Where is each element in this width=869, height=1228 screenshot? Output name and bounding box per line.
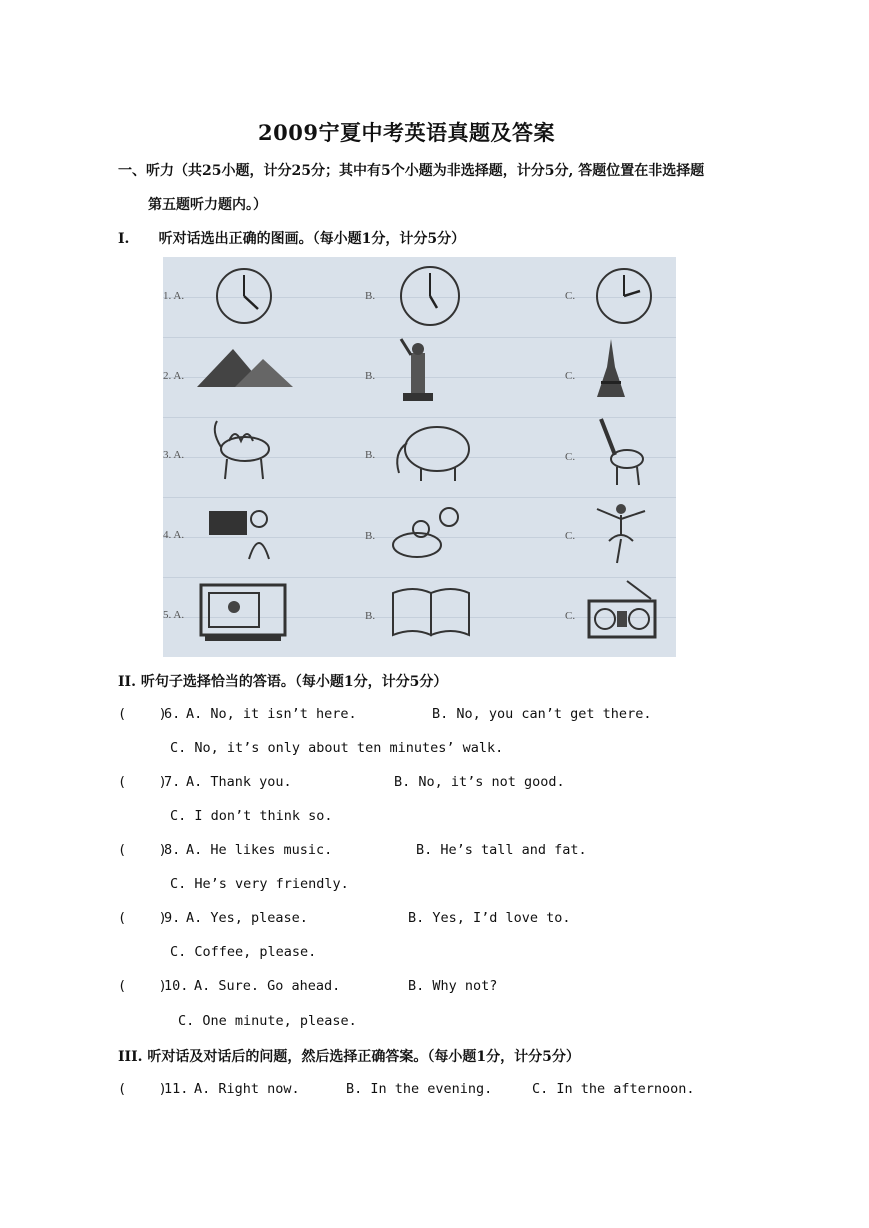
option-b: B. Yes, I’d love to. — [408, 910, 571, 926]
teacher-icon — [207, 501, 277, 561]
clock-icon — [213, 265, 275, 327]
row-5-label-a: 5. A. — [163, 609, 185, 621]
row-2-label-c: C. — [565, 370, 576, 382]
option-b: B. He’s tall and fat. — [416, 842, 587, 858]
option-a: A. No, it isn’t here. — [186, 706, 357, 722]
question-number: 10. — [164, 978, 189, 994]
option-c: C. I don’t think so. — [170, 808, 333, 824]
option-b: B. In the evening. — [346, 1081, 493, 1097]
row-4-label-b: B. — [365, 530, 376, 542]
option-a: A. Right now. — [194, 1081, 300, 1097]
part-3-heading: III. 听对话及对话后的问题，然后选择正确答案。（每小题1分，计分5分） — [118, 1049, 580, 1065]
row-2-label-b: B. — [365, 370, 376, 382]
row-1-label-a: 1. A. — [163, 290, 185, 302]
answer-blank[interactable]: ( ) — [118, 774, 167, 790]
row-1-label-b: B. — [365, 290, 376, 302]
row-2-label-a: 2. A. — [163, 370, 185, 382]
answer-blank[interactable]: ( ) — [118, 978, 167, 994]
question-number: 11. — [164, 1081, 189, 1097]
statue-of-liberty-icon — [385, 337, 455, 403]
answer-blank[interactable]: ( ) — [118, 706, 167, 722]
doctor-icon — [385, 503, 475, 563]
page-title: 2009宁夏中考英语真题及答案 — [258, 120, 555, 145]
row-5-label-c: C. — [565, 610, 576, 622]
camel-icon — [207, 417, 279, 483]
answer-blank[interactable]: ( ) — [118, 1081, 167, 1097]
answer-blank[interactable]: ( ) — [118, 910, 167, 926]
row-5-label-b: B. — [365, 610, 376, 622]
option-c: C. In the afternoon. — [532, 1081, 695, 1097]
listening-pictures-panel — [163, 257, 676, 657]
question-number: 7. — [164, 774, 181, 790]
radio-icon — [587, 579, 659, 643]
question-number: 8. — [164, 842, 181, 858]
television-icon — [199, 583, 287, 643]
part-2-heading: II. 听句子选择恰当的答语。（每小题1分，计分5分） — [118, 674, 448, 690]
row-4-label-c: C. — [565, 530, 576, 542]
giraffe-icon — [589, 415, 655, 487]
row-3-label-b: B. — [365, 449, 376, 461]
option-c: C. No, it’s only about ten minutes’ walk. — [170, 740, 504, 756]
option-b: B. No, it’s not good. — [394, 774, 565, 790]
book-icon — [389, 583, 475, 639]
option-b: B. Why not? — [408, 978, 498, 994]
part-1-heading: I. 听对话选出正确的图画。（每小题1分，计分5分） — [118, 231, 466, 247]
row-3-label-c: C. — [565, 451, 576, 463]
option-b: B. No, you can’t get there. — [432, 706, 652, 722]
clock-icon — [593, 265, 655, 327]
answer-blank[interactable]: ( ) — [118, 842, 167, 858]
option-c: C. One minute, please. — [178, 1013, 357, 1029]
row-4-label-a: 4. A. — [163, 529, 185, 541]
option-a: A. Thank you. — [186, 774, 292, 790]
eiffel-tower-icon — [591, 337, 631, 399]
dancer-icon — [591, 501, 655, 565]
row-3-label-a: 3. A. — [163, 449, 185, 461]
pyramids-icon — [195, 345, 295, 389]
section-heading: 一、听力（共25小题，计分25分；其中有5个小题为非选择题，计分5分, 答题位置在非选择题 — [118, 163, 705, 179]
option-c: C. He’s very friendly. — [170, 876, 349, 892]
clock-icon — [397, 263, 463, 329]
elephant-icon — [385, 419, 475, 483]
section-heading-continued: 第五题听力题内。） — [148, 197, 267, 213]
option-a: A. Sure. Go ahead. — [194, 978, 341, 994]
row-1-label-c: C. — [565, 290, 576, 302]
option-a: A. He likes music. — [186, 842, 333, 858]
question-number: 9. — [164, 910, 181, 926]
question-number: 6. — [164, 706, 181, 722]
option-c: C. Coffee, please. — [170, 944, 317, 960]
option-a: A. Yes, please. — [186, 910, 308, 926]
